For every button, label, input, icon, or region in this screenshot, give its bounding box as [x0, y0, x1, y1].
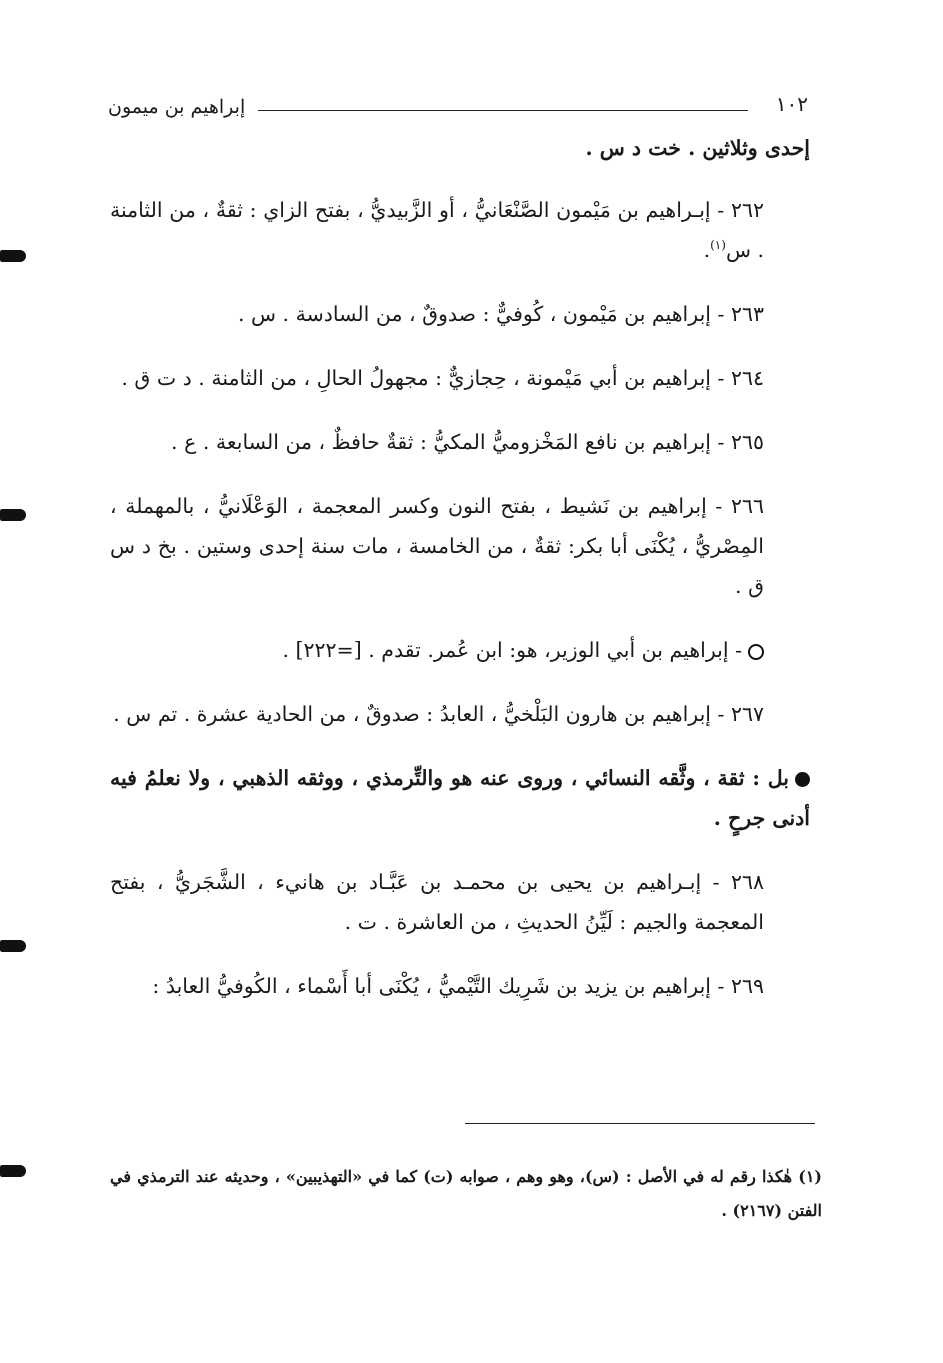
circle-marker-icon	[748, 644, 764, 660]
entry-text: - إبراهيم بن أبي الوزير، هو: ابن عُمر. تقدم . [=٢٢٢] .	[282, 638, 742, 662]
entry-263	[110, 294, 810, 334]
entry-text: - إبراهيم بن نافع المَخْزوميُّ المكيُّ : ثقةٌ حافظٌ ، من السابعة . ع .	[171, 430, 725, 454]
entry-text: - إبـراهيم بن يحيى بن محمـد بن عَبَّـاد بن هانيء ، الشَّجَريُّ ، بفتح المعجمة والجيم : لَيِّنُ الحديثِ ، من العاشرة . ت .	[110, 870, 764, 934]
entry-264	[110, 358, 810, 398]
header-rule	[258, 110, 748, 111]
entry-text: - إبراهيم بن أبي مَيْمونة ، حِجازيٌّ : مجهولُ الحالِ ، من الثامنة . د ت ق .	[121, 366, 725, 390]
entry-267	[110, 694, 810, 734]
page-header	[108, 88, 808, 128]
binding-hole-mark	[0, 250, 26, 262]
entry-number: ٢٦٣	[730, 302, 764, 326]
entry-number: ٢٦٦	[730, 494, 764, 518]
entry-269	[110, 966, 810, 1006]
entry-265	[110, 422, 810, 462]
page-number: ١٠٢	[775, 92, 808, 116]
entry-268	[110, 862, 810, 942]
entry-text-end: .	[703, 238, 711, 262]
footnote-text: (١) هٰكذا رقم له في الأصل : (س)، وهو وهم ، صوابه (ت) كما في «التهذيبين» ، وحديثه عند الترمذي في الفتن (٢١٦٧) .	[110, 1167, 822, 1220]
binding-hole-mark	[0, 940, 26, 952]
footnote-separator	[465, 1123, 815, 1124]
entry-number: ٢٦٩	[730, 974, 764, 998]
running-title: إبراهيم بن ميمون	[108, 96, 246, 118]
footnote	[110, 1160, 822, 1228]
entry-text: إحدى وثلاثين . خت د س .	[585, 136, 810, 160]
editor-note	[110, 758, 810, 838]
entry-text: - إبراهيم بن يزيد بن شَرِيك التَّيْميُّ ، يُكْنَى أبا أَسْماء ، الكُوفيُّ العابدُ :	[152, 974, 725, 998]
entry-266	[110, 486, 810, 606]
main-text	[110, 128, 810, 1030]
entry-text: - إبراهيم بن مَيْمون ، كُوفيٌّ : صدوقٌ ، من السادسة . س .	[237, 302, 725, 326]
entry-262	[110, 190, 810, 270]
binding-hole-mark	[0, 1165, 26, 1177]
note-text: بل : ثقة ، وثَّقه النسائي ، وروى عنه هو والتِّرمذي ، ووثقه الذهبي ، ولا نعلمُ فيه أدنى جرحٍ .	[110, 766, 810, 830]
entry-number: ٢٦٤	[730, 366, 764, 390]
entry-continuation	[110, 128, 810, 168]
entry-cross-reference	[110, 630, 810, 670]
binding-hole-mark	[0, 509, 26, 521]
entry-text: - إبـراهيم بن مَيْمون الصَّنْعَانيُّ ، أو الزَّبيديُّ ، بفتح الزاي : ثقةٌ ، من الثامنة . س	[110, 198, 764, 262]
bullet-dot-icon	[795, 772, 810, 787]
entry-number: ٢٦٧	[730, 702, 764, 726]
entry-text: - إبراهيم بن هارون البَلْخيُّ ، العابدُ : صدوقٌ ، من الحادية عشرة . تم س .	[113, 702, 725, 726]
entry-number: ٢٦٢	[730, 198, 764, 222]
entry-number: ٢٦٥	[730, 430, 764, 454]
footnote-reference: (١)	[710, 238, 726, 253]
entry-text: - إبراهيم بن نَشيط ، بفتح النون وكسر المعجمة ، الوَعْلَانيُّ ، بالمهملة ، المِصْريُّ ، يُكْنَى أبا بكر: ثقةٌ ، من الخامسة ، مات سنة إحدى وستين . بخ د س ق .	[110, 494, 764, 598]
entry-number: ٢٦٨	[730, 870, 764, 894]
